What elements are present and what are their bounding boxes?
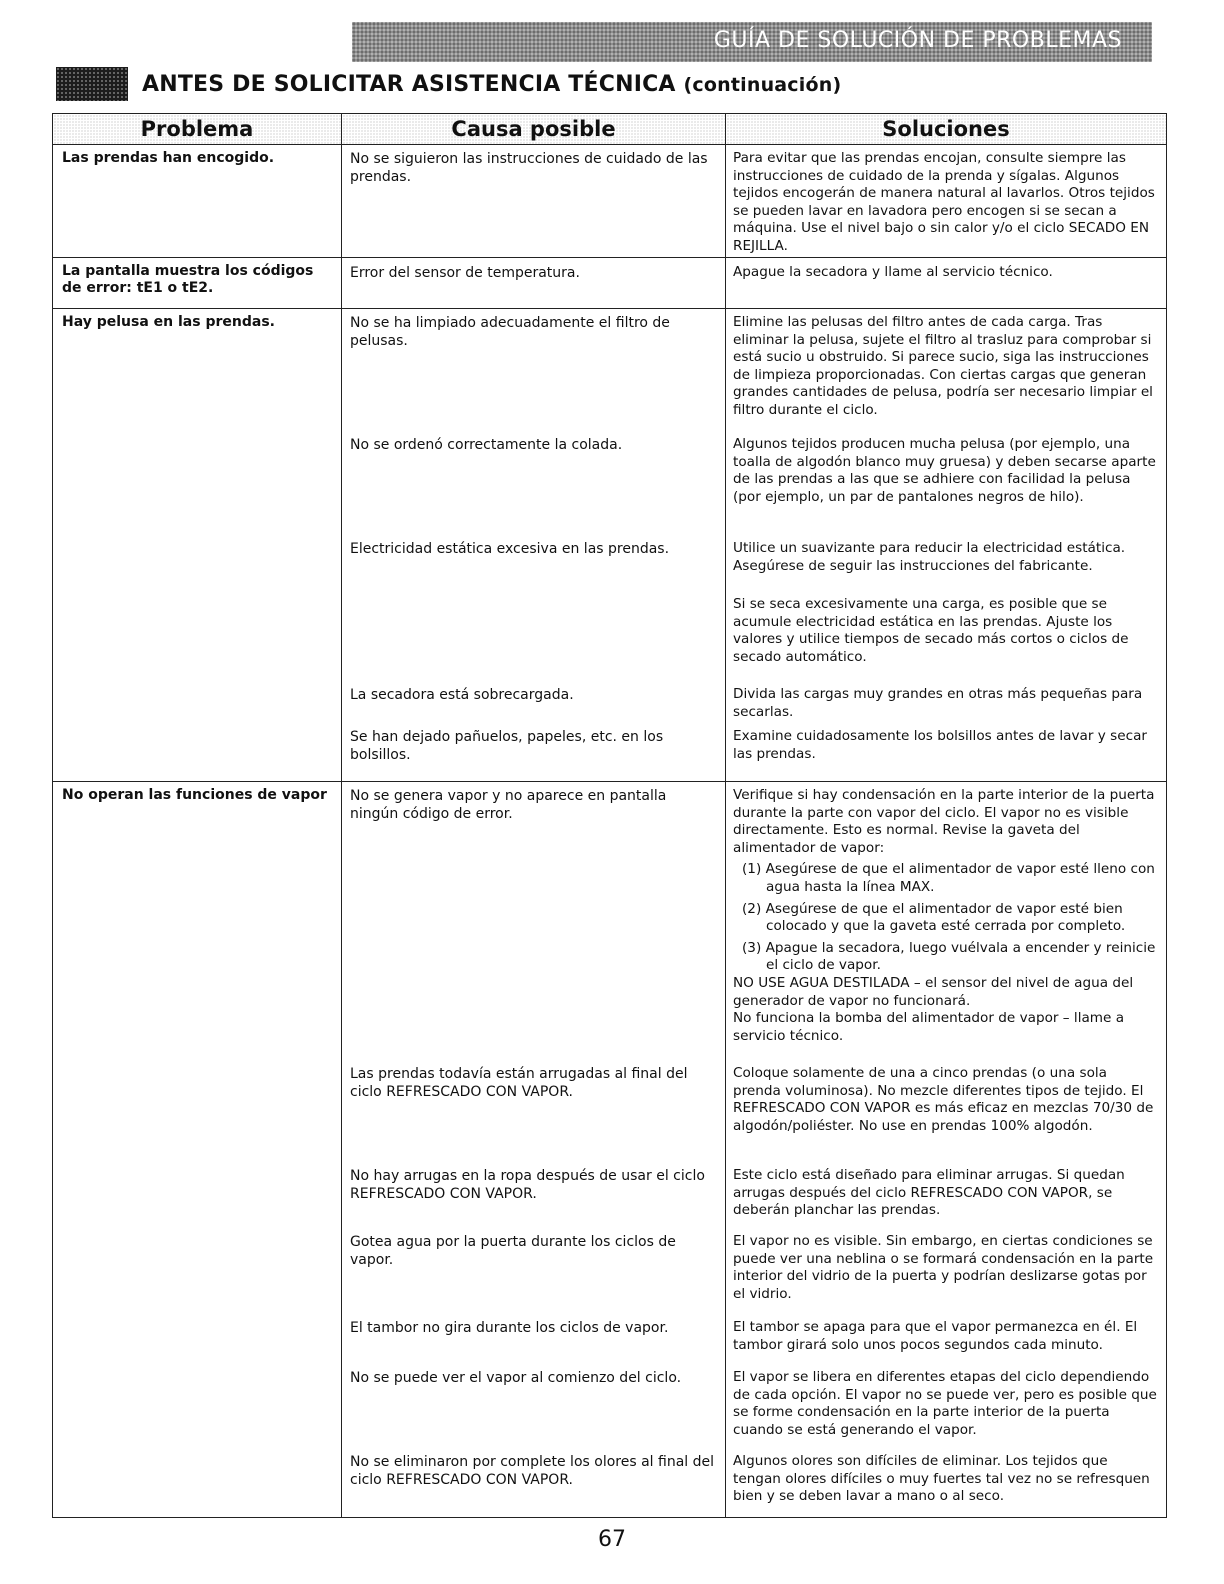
solution-cell: Examine cuidadosamente los bolsillos antes de lavar y secar las prendas. (733, 728, 1148, 762)
solution-cell: Algunos tejidos producen mucha pelusa (por ejemplo, una toalla de algodón blanco muy gruesa) y deben secarse aparte de las prendas a las que se adhiere con facilidad la pelusa (por ejemplo, un par de pantalones negros de hilo). (733, 436, 1156, 505)
solution-cell: Apague la secadora y llame al servicio técnico. (733, 264, 1053, 280)
solution-note: NO USE AGUA DESTILADA – el sensor del nivel de agua del generador de vapor no funcionará. (733, 974, 1134, 1009)
problem-cell: Hay pelusa en las prendas. (62, 314, 275, 330)
cause-cell: No se ha limpiado adecuadamente el filtro de pelusas. (350, 315, 670, 349)
troubleshooting-table (52, 113, 1167, 1518)
header-problem: Problema (53, 114, 342, 145)
solution-cell: El vapor se libera en diferentes etapas del ciclo dependiendo de cada opción. El vapor no se puede ver, pero es posible que se forme condensación en la parte interior de la puerta cuando se está generando el vapor. (733, 1369, 1157, 1438)
cause-cell: No se puede ver el vapor al comienzo del ciclo. (350, 1370, 682, 1386)
solution-cell: El vapor no es visible. Sin embargo, en ciertas condiciones se puede ver una neblina o se formará condensación en la parte interior del vidrio de la puerta y podrían deslizarse gotas por el vidrio. (733, 1233, 1154, 1302)
table-row (53, 145, 1167, 258)
cause-cell: Gotea agua por la puerta durante los ciclos de vapor. (350, 1234, 676, 1268)
problem-cell: La pantalla muestra los códigos de error: tE1 o tE2. (62, 263, 314, 296)
solution-cell (726, 787, 1166, 1045)
cause-cell: No se eliminaron por complete los olores al final del ciclo REFRESCADO CON VAPOR. (350, 1454, 714, 1488)
table-row (53, 258, 1167, 309)
table-header (53, 114, 1167, 145)
solution-step: (1) Asegúrese de que el alimentador de vapor esté lleno con agua hasta la línea MAX. (742, 861, 1155, 895)
page-number: 67 (598, 1527, 626, 1552)
cause-cell: El tambor no gira durante los ciclos de vapor. (350, 1320, 669, 1336)
cause-cell: No se genera vapor y no aparece en pantalla ningún código de error. (350, 788, 667, 822)
cause-cell: No se ordenó correctamente la colada. (350, 437, 623, 453)
section-banner (352, 22, 1152, 62)
page-heading (142, 72, 841, 97)
cause-cell: Las prendas todavía están arrugadas al final del ciclo REFRESCADO CON VAPOR. (350, 1066, 688, 1100)
solution-cell: Coloque solamente de una a cinco prendas (o una sola prenda voluminosa). No mezcle diferentes tipos de tejido. El REFRESCADO CON VAPOR es más eficaz en mezclas 70/30 de algodón/poliéster. No use en prendas 100% algodón. (733, 1065, 1154, 1134)
cause-cell: Electricidad estática excesiva en las prendas. (350, 541, 670, 557)
solution-cell: Para evitar que las prendas encojan, consulte siempre las instrucciones de cuidado de la prenda y sígalas. Algunos tejidos encogerán de manera natural al lavarlos. Otros tejidos se pueden lavar en lavadora pero encogen si se secan a máquina. Use el nivel bajo o sin calor y/o el ciclo SECADO EN REJILLA. (733, 150, 1155, 254)
heading-main: ANTES DE SOLICITAR ASISTENCIA TÉCNICA (142, 71, 676, 97)
cause-cell: Se han dejado pañuelos, papeles, etc. en los bolsillos. (350, 729, 664, 763)
solution-cell: Este ciclo está diseñado para eliminar arrugas. Si quedan arrugas después del ciclo REFRESCADO CON VAPOR, se deberán planchar las prendas. (733, 1167, 1125, 1219)
problem-cell: No operan las funciones de vapor (62, 787, 327, 803)
table-row (53, 309, 1167, 782)
solution-step: (3) Apague la secadora, luego vuélvala a encender y reinicie el ciclo de vapor. (742, 939, 1156, 974)
cause-cell: La secadora está sobrecargada. (350, 687, 574, 703)
header-solution: Soluciones (726, 114, 1167, 145)
heading-row (56, 66, 841, 102)
cause-cell: No se siguieron las instrucciones de cuidado de las prendas. (350, 151, 708, 185)
heading-sub: (continuación) (683, 73, 842, 96)
solution-cell: Algunos olores son difíciles de eliminar. Los tejidos que tengan olores difíciles o muy fuertes tal vez no se refresquen bien y se deben lavar a mano o al seco. (733, 1453, 1150, 1505)
solution-cell: Divida las cargas muy grandes en otras más pequeñas para secarlas. (733, 686, 1143, 720)
table-row (53, 782, 1167, 1518)
cause-cell: No hay arrugas en la ropa después de usar el ciclo REFRESCADO CON VAPOR. (350, 1168, 705, 1202)
solution-cell: Si se seca excesivamente una carga, es posible que se acumule electricidad estática en las prendas. Ajuste los valores y utilice tiempos de secado más cortos o ciclos de secado automático. (733, 596, 1129, 665)
solution-step: (2) Asegúrese de que el alimentador de vapor esté bien colocado y que la gaveta esté cerrada por completo. (742, 900, 1126, 935)
heading-marker (56, 67, 128, 101)
cause-cell: Error del sensor de temperatura. (350, 265, 580, 281)
solution-cell: Utilice un suavizante para reducir la electricidad estática. Asegúrese de seguir las instrucciones del fabricante. (733, 540, 1126, 574)
problem-cell: Las prendas han encogido. (62, 150, 275, 166)
solution-note: No funciona la bomba del alimentador de vapor – llame a servicio técnico. (733, 1010, 1125, 1044)
solution-cell: Elimine las pelusas del filtro antes de cada carga. Tras eliminar la pelusa, sujete el filtro al trasluz para comprobar si está sucio u obstruido. Si parece sucio, siga las instrucciones de limpieza proporcionadas. Con ciertas cargas que generan grandes cantidades de pelusa, podría ser necesario limpiar el filtro durante el ciclo. (733, 314, 1153, 418)
header-cause: Causa posible (342, 114, 726, 145)
solution-intro: Verifique si hay condensación en la parte interior de la puerta durante la parte con vapor del ciclo. El vapor no es visible directamente. Esto es normal. Revise la gaveta del alimentador de vapor: (733, 787, 1155, 856)
banner-title: GUÍA DE SOLUCIÓN DE PROBLEMAS (713, 28, 1122, 53)
solution-cell: El tambor se apaga para que el vapor permanezca en él. El tambor girará solo unos pocos segundos cada minuto. (733, 1319, 1138, 1353)
